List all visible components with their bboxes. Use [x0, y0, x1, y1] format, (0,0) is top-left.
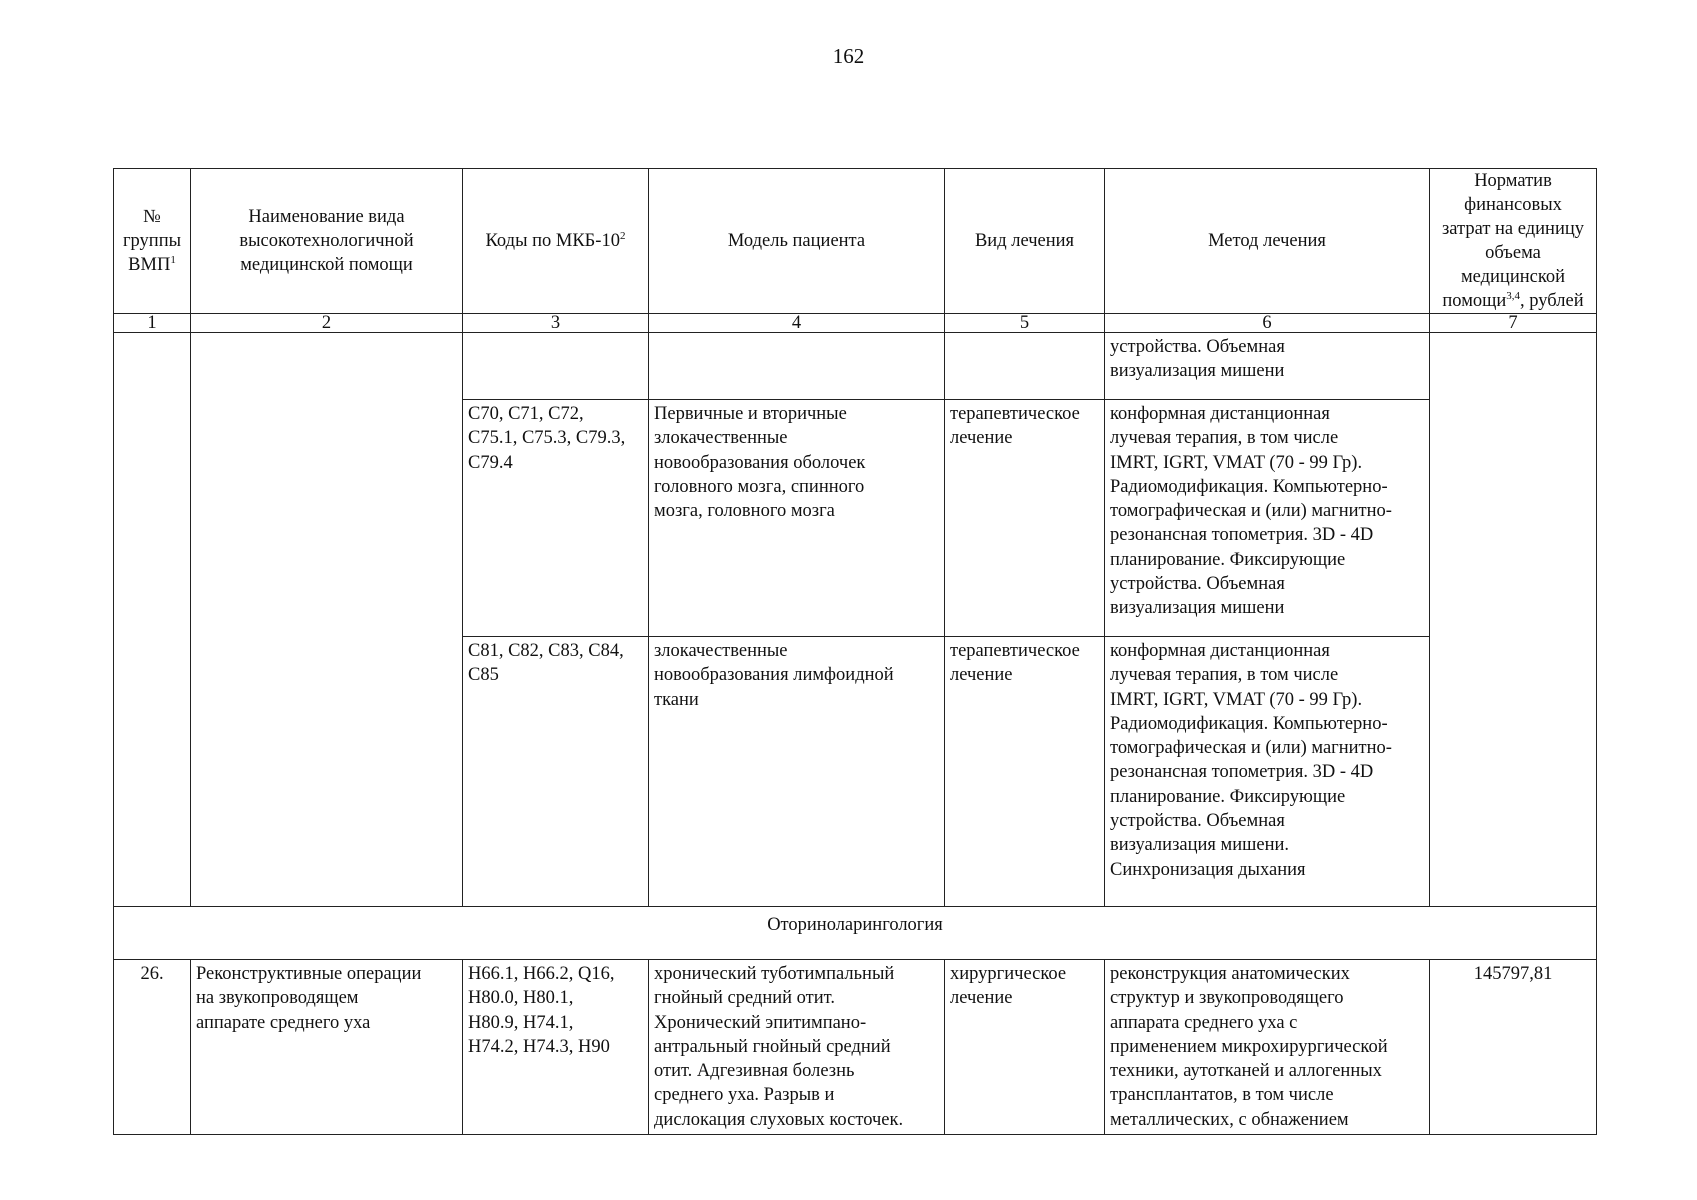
group-number-cell: 26.	[114, 960, 191, 1135]
section-header-row	[114, 907, 1597, 960]
vmp-name-cell: Реконструктивные операции на звукопроводящем аппарате среднего уха	[191, 960, 463, 1135]
patient-model-cell: злокачественные новообразования лимфоидной ткани	[649, 637, 945, 907]
treatment-type-cell: терапевтическое лечение	[945, 400, 1105, 637]
treatment-type-cell: терапевтическое лечение	[945, 637, 1105, 907]
column-number: 2	[191, 314, 463, 333]
patient-model-cell: хронический туботимпальный гнойный средний отит. Хронический эпитимпано- антральный гнойный средний отит. Адгезивная болезнь среднего уха. Разрыв и дислокация слуховых косточек.	[649, 960, 945, 1135]
header-patient-model: Модель пациента	[649, 169, 945, 314]
header-row	[114, 169, 1597, 314]
header-vmp-name: Наименование вида высокотехнологичной медицинской помощи	[191, 169, 463, 314]
icd-codes-cell: C70, C71, C72, C75.1, C75.3, C79.3, C79.4	[463, 400, 649, 637]
cost-cell: 145797,81	[1430, 960, 1597, 1135]
header-treatment-type: Вид лечения	[945, 169, 1105, 314]
patient-model-cell: Первичные и вторичные злокачественные новообразования оболочек головного мозга, спинного мозга, головного мозга	[649, 400, 945, 637]
treatment-method-cell: устройства. Объемная визуализация мишени	[1105, 333, 1430, 400]
vmp-table	[113, 168, 1597, 1135]
header-group-number: № группы ВМП$^1$	[114, 169, 191, 314]
header-cost-norm: Норматив финансовых затрат на единицу объема медицинской помощи$^{3,4}$, рублей	[1430, 169, 1597, 314]
treatment-method-cell: реконструкция анатомических структур и звукопроводящего аппарата среднего уха с применением микрохирургической техники, аутотканей и аллогенных трансплантатов, в том числе металлических, с обнажением	[1105, 960, 1430, 1135]
column-number: 4	[649, 314, 945, 333]
page-number: 162	[832, 44, 865, 68]
treatment-type-cell	[945, 333, 1105, 400]
column-number: 3	[463, 314, 649, 333]
treatment-method-cell: конформная дистанционная лучевая терапия, в том числе IMRT, IGRT, VMAT (70 - 99 Гр). Радиомодификация. Компьютерно- томографическая и (или) магнитно- резонансная топометрия. 3D - 4D планирование. Фиксирующие устройства. Объемная визуализация мишени. Синхронизация дыхания	[1105, 637, 1430, 907]
group-number-cell	[114, 333, 191, 907]
icd-codes-cell: H66.1, H66.2, Q16, H80.0, H80.1, H80.9, H74.1, H74.2, H74.3, H90	[463, 960, 649, 1135]
column-number: 7	[1430, 314, 1597, 333]
cost-cell	[1430, 333, 1597, 907]
column-number: 5	[945, 314, 1105, 333]
column-number: 6	[1105, 314, 1430, 333]
table-row	[114, 333, 1597, 400]
table-row	[114, 960, 1597, 1135]
column-number-row	[114, 314, 1597, 333]
icd-codes-cell	[463, 333, 649, 400]
vmp-name-cell	[191, 333, 463, 907]
header-treatment-method: Метод лечения	[1105, 169, 1430, 314]
patient-model-cell	[649, 333, 945, 400]
treatment-type-cell: хирургическое лечение	[945, 960, 1105, 1135]
icd-codes-cell: C81, C82, C83, C84, C85	[463, 637, 649, 907]
section-title: Оториноларингология	[114, 907, 1597, 960]
column-number: 1	[114, 314, 191, 333]
treatment-method-cell: конформная дистанционная лучевая терапия, в том числе IMRT, IGRT, VMAT (70 - 99 Гр). Радиомодификация. Компьютерно- томографическая и (или) магнитно- резонансная топометрия. 3D - 4D планирование. Фиксирующие устройства. Объемная визуализация мишени	[1105, 400, 1430, 637]
header-icd-codes: Коды по МКБ-$10^2$	[463, 169, 649, 314]
